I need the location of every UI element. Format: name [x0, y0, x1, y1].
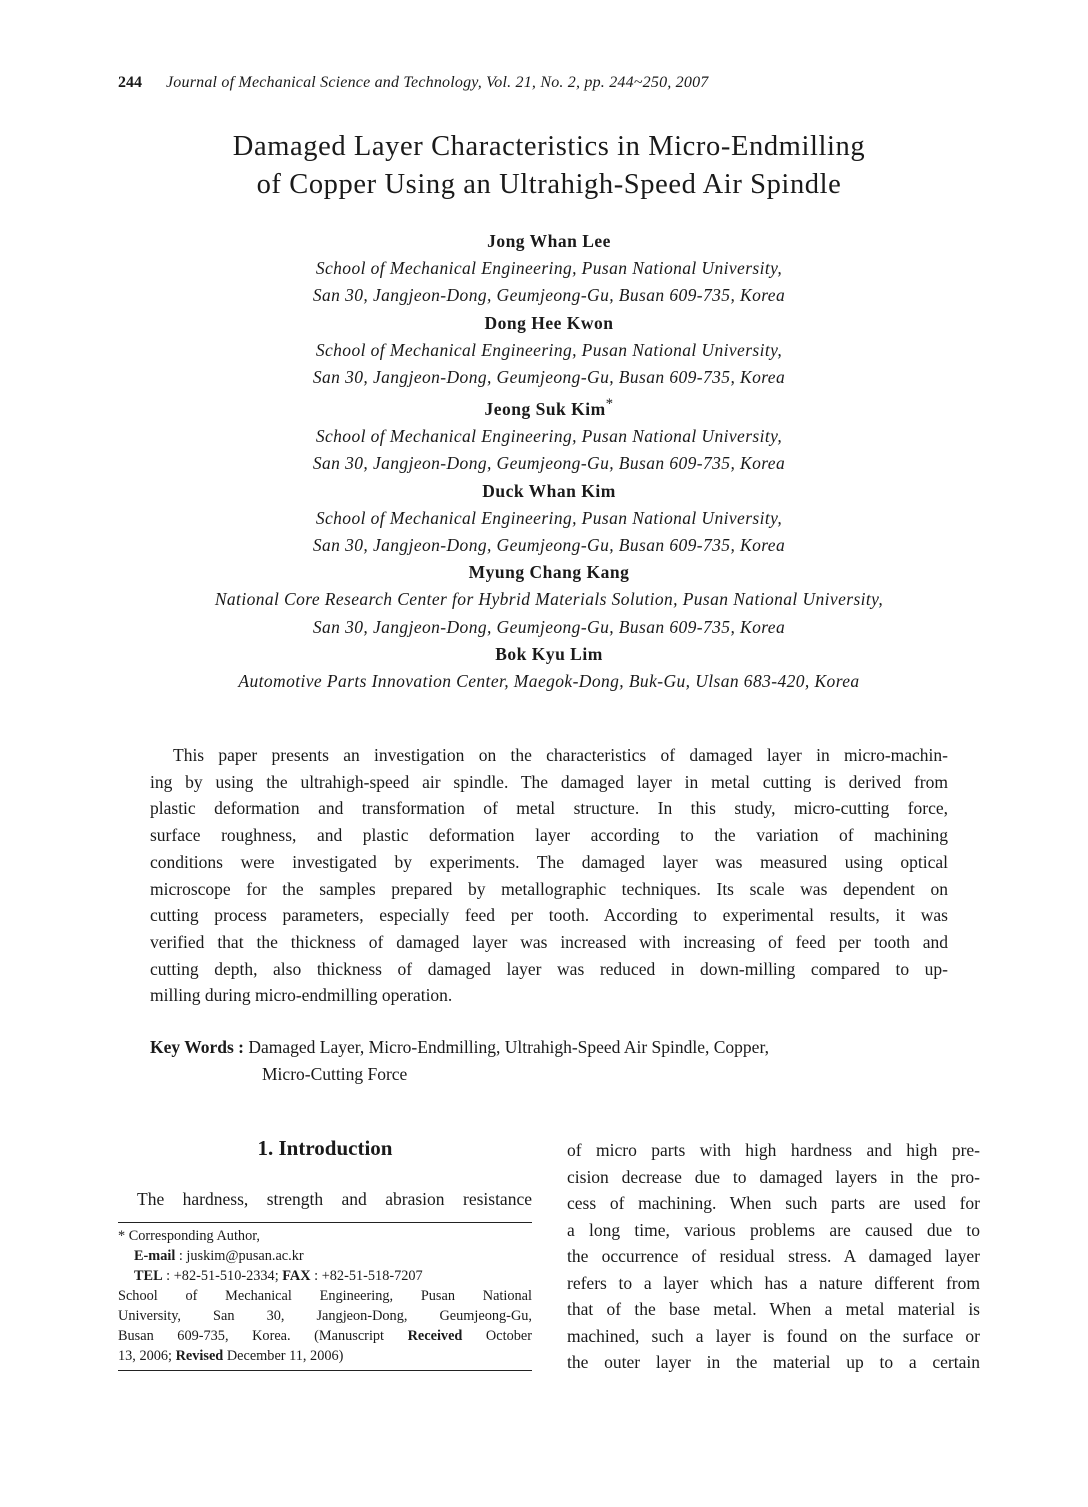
- body-line: machined, such a layer is found on the surface or: [567, 1325, 980, 1346]
- author-affiliation: National Core Research Center for Hybrid Materials Solution, Pusan National University,: [214, 589, 884, 610]
- abstract-line: surface roughness, and plastic deformation layer according to the variation of machining: [150, 825, 948, 846]
- title-line: Damaged Layer Characteristics in Micro-Endmilling: [232, 131, 866, 162]
- author-name: Bok Kyu Lim: [495, 643, 603, 664]
- body-line: the outer layer in the material up to a certain: [567, 1352, 980, 1372]
- email-label: E-mail: [134, 1248, 176, 1264]
- body-line: The hardness, strength and abrasion resistance: [137, 1189, 532, 1209]
- fax-label: FAX: [282, 1268, 311, 1284]
- author-affiliation: San 30, Jangjeon-Dong, Geumjeong-Gu, Busan 609-735, Korea: [312, 453, 786, 474]
- footnote-text: December 11, 2006): [223, 1348, 344, 1364]
- abstract-line: plastic deformation and transformation of metal structure. In this study, micro-cutting force,: [150, 798, 948, 819]
- footnote-line: [118, 1326, 532, 1346]
- author-name: Jeong Suk Kim: [484, 399, 606, 420]
- abstract-line: cutting depth, also thickness of damaged layer was reduced in down-milling compared to up-: [150, 958, 948, 979]
- body-line: the occurrence of residual stress. A damaged layer: [567, 1246, 980, 1266]
- footnote-bottom-rule: [118, 1370, 532, 1371]
- page-number: 244: [118, 74, 142, 91]
- keywords-label: Key Words :: [150, 1037, 244, 1057]
- footnote: [118, 1226, 532, 1366]
- body-line: that of the base metal. When a metal material is: [567, 1299, 980, 1319]
- running-header: [118, 74, 708, 92]
- abstract-line: milling during micro-endmilling operation.: [150, 985, 453, 1006]
- author-affiliation: School of Mechanical Engineering, Pusan National University,: [315, 507, 783, 528]
- right-column-text: [567, 1137, 980, 1376]
- journal-citation: Journal of Mechanical Science and Technology, Vol. 21, No. 2, pp. 244~250, 2007: [166, 74, 709, 91]
- author-name: Duck Whan Kim: [482, 480, 616, 501]
- author-affiliation: San 30, Jangjeon-Dong, Geumjeong-Gu, Busan 609-735, Korea: [312, 367, 786, 388]
- body-line: of micro parts with high hardness and high pre-: [567, 1140, 980, 1160]
- body-line: a long time, various problems are caused due to: [567, 1219, 980, 1240]
- author-affiliation: School of Mechanical Engineering, Pusan National University,: [315, 339, 783, 360]
- author-name: Dong Hee Kwon: [484, 312, 614, 333]
- author-affiliation: San 30, Jangjeon-Dong, Geumjeong-Gu, Busan 609-735, Korea: [312, 616, 786, 637]
- author-name-row: [0, 391, 1088, 423]
- abstract-line: ing by using the ultrahigh-speed air spindle. The damaged layer in metal cutting is derived from: [150, 771, 948, 792]
- body-line: refers to a layer which has a nature different from: [567, 1272, 980, 1293]
- fax: : +82-51-518-7207: [310, 1268, 423, 1284]
- footnote-line: [118, 1246, 532, 1266]
- abstract: [150, 742, 948, 1009]
- footnote-line: * Corresponding Author,: [118, 1228, 260, 1244]
- body-line: cess of machining. When such parts are used for: [567, 1193, 980, 1213]
- tel-label: TEL: [134, 1268, 163, 1284]
- keywords: [150, 1034, 769, 1088]
- section-heading: 1. Introduction: [257, 1136, 393, 1160]
- abstract-line: verified that the thickness of damaged layer was increased with increasing of feed per tooth and: [150, 931, 948, 952]
- revised-label: Revised: [175, 1348, 224, 1364]
- footnote-text: 13, 2006;: [118, 1348, 176, 1364]
- intro-paragraph: [118, 1189, 532, 1210]
- footnote-divider: [118, 1222, 532, 1223]
- author-name: Jong Whan Lee: [487, 231, 611, 251]
- abstract-line: microscope for the samples prepared by metallographic techniques. Its scale was dependent on: [150, 878, 948, 899]
- received-label: Received: [407, 1328, 463, 1344]
- author-affiliation: San 30, Jangjeon-Dong, Geumjeong-Gu, Busan 609-735, Korea: [312, 285, 786, 306]
- keywords-text: Damaged Layer, Micro-Endmilling, Ultrahigh-Speed Air Spindle, Copper,: [248, 1037, 769, 1057]
- author-affiliation: School of Mechanical Engineering, Pusan National University,: [315, 426, 783, 447]
- email: : juskim@pusan.ac.kr: [175, 1248, 304, 1264]
- author-affiliation: Automotive Parts Innovation Center, Maegok-Dong, Buk-Gu, Ulsan 683-420, Korea: [238, 671, 860, 692]
- tel: : +82-51-510-2334;: [162, 1268, 283, 1284]
- author-name: Myung Chang Kang: [468, 562, 630, 583]
- abstract-line: conditions were investigated by experiments. The damaged layer was measured using optical: [150, 851, 948, 872]
- body-line: cision decrease due to damaged layers in the pro-: [567, 1166, 980, 1187]
- abstract-line: This paper presents an investigation on the characteristics of damaged layer in micro-machin-: [173, 745, 948, 765]
- paper-title: [0, 128, 1088, 204]
- author-list: [0, 228, 1088, 695]
- footnote-text: October: [462, 1328, 532, 1344]
- footnote-line: University, San 30, Jangjeon-Dong, Geumjeong-Gu,: [118, 1308, 532, 1324]
- author-affiliation: School of Mechanical Engineering, Pusan National University,: [315, 258, 783, 279]
- author-affiliation: San 30, Jangjeon-Dong, Geumjeong-Gu, Busan 609-735, Korea: [312, 535, 786, 556]
- footnote-line: School of Mechanical Engineering, Pusan National: [118, 1288, 532, 1304]
- keywords-text: Micro-Cutting Force: [262, 1064, 408, 1084]
- footnote-line: [118, 1266, 532, 1286]
- abstract-line: cutting process parameters, especially feed per tooth. According to experimental results, it was: [150, 905, 948, 926]
- corresponding-mark: *: [605, 396, 614, 413]
- title-line: of Copper Using an Ultrahigh-Speed Air Spindle: [256, 169, 842, 200]
- footnote-line: [118, 1346, 532, 1366]
- footnote-text: Busan 609-735, Korea. (Manuscript: [118, 1328, 408, 1344]
